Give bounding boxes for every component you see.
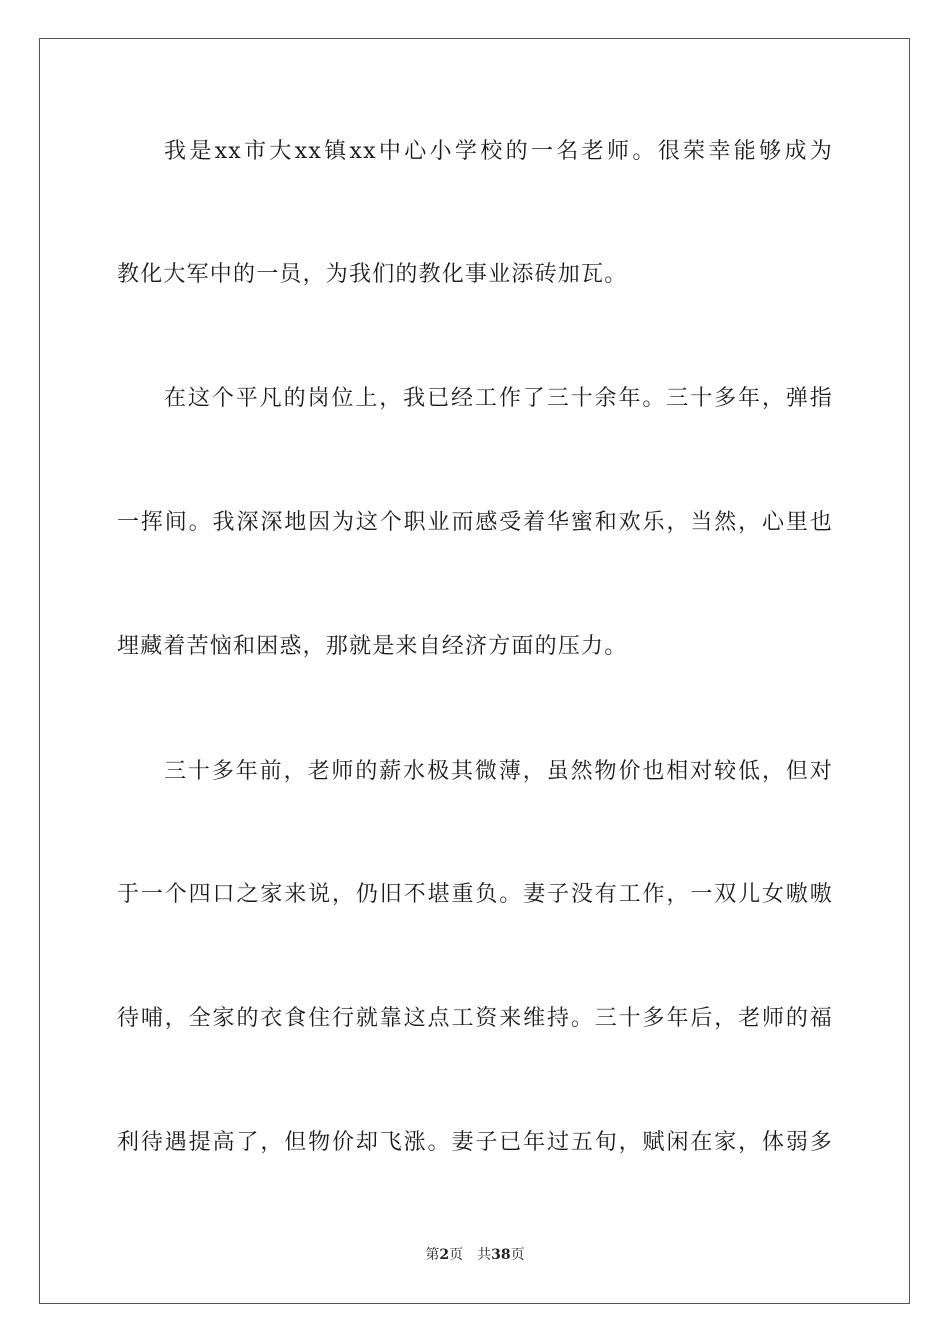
- text-line: 三十多年前，老师的薪水极其微薄，虽然物价也相对较低，但对: [164, 759, 833, 784]
- total-prefix: 共: [477, 1247, 492, 1263]
- page-border: [39, 38, 910, 1304]
- text-line: 待哺，全家的衣食住行就靠这点工资来维持。三十多年后，老师的福: [117, 1006, 833, 1031]
- total-unit: 页: [510, 1247, 525, 1263]
- page-prefix: 第: [425, 1247, 440, 1263]
- text-line: 于一个四口之家来说，仍旧不堪重负。妻子没有工作，一双儿女嗷嗷: [117, 882, 833, 907]
- text-line: 教化大军中的一员，为我们的教化事业添砖加瓦。: [117, 262, 628, 287]
- text-line: 一挥间。我深深地因为这个职业而感受着华蜜和欢乐，当然，心里也: [117, 510, 833, 535]
- text-line: 在这个平凡的岗位上，我已经工作了三十余年。三十多年，弹指: [164, 386, 833, 411]
- current-page-number: 2: [439, 1247, 450, 1263]
- text-line: 埋藏着苦恼和困惑，那就是来自经济方面的压力。: [117, 634, 628, 659]
- page-unit: 页: [449, 1247, 464, 1263]
- text-line: 利待遇提高了，但物价却飞涨。妻子已年过五旬，赋闲在家，体弱多: [117, 1130, 833, 1155]
- page-footer: [0, 1245, 950, 1265]
- text-line: 我是xx市大xx镇xx中心小学校的一名老师。很荣幸能够成为: [164, 139, 833, 164]
- total-page-count: 38: [491, 1247, 511, 1263]
